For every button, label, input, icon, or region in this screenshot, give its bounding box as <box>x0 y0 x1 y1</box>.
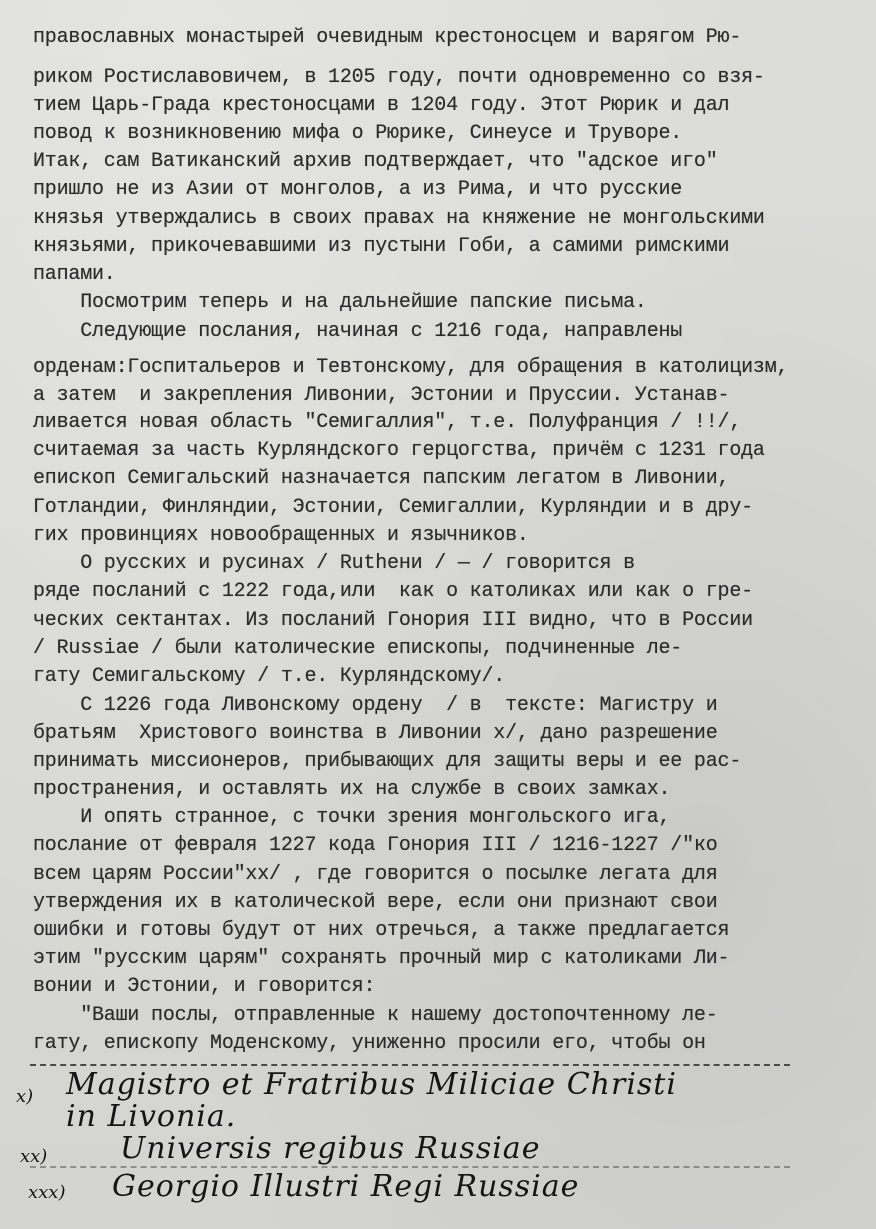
footnote-1-continuation: in Livonia. <box>66 1099 237 1134</box>
footnote-3: Georgio Illustri Regi Russiae <box>112 1169 580 1204</box>
text-line-36: гату, епископу Моденскому, униженно просили его, чтобы он <box>33 1032 706 1055</box>
footnote-mark-2: xx) <box>20 1146 48 1167</box>
text-line-31: утверждения их в католической вере, если они признают свои <box>33 891 718 914</box>
text-line-20: ряде посланий с 1222 года,или как о католиках или как о гре- <box>33 580 753 603</box>
text-line-32: ошибки и готовы будут от них отречься, а также предлагается <box>33 919 730 942</box>
text-line-4: повод к возникновению мифа о Рюрике, Синеусе и Труворе. <box>33 122 683 145</box>
text-line-9: папами. <box>33 263 116 286</box>
text-line-8: князьями, прикочевавшими из пустыни Гоби, а самими римскими <box>33 235 730 258</box>
text-line-3: тием Царь-Града крестоносцами в 1204 году. Этот Рюрик и дал <box>33 94 730 117</box>
text-line-14: ливается новая область "Семигаллия", т.е. Полуфранция / !!/, <box>33 411 742 434</box>
text-line-13: а затем и закрепления Ливонии, Эстонии и Пруссии. Устанав- <box>33 384 730 407</box>
footnote-1: Magistro et Fratribus Miliciae Christi <box>66 1067 677 1102</box>
footnote-separator-2 <box>30 1166 790 1168</box>
text-line-22: / Russiae / были католические епископы, подчиненные ле- <box>33 637 683 660</box>
text-line-21: ческих сектантах. Из посланий Гонория III видно, что в России <box>33 609 753 632</box>
text-line-15: считаемая за часть Курляндского герцогства, причём с 1231 года <box>33 439 765 462</box>
text-line-18: гих провинциях новообращенных и язычников. <box>33 524 529 547</box>
text-line-11: Следующие послания, начиная с 1216 года, направлены <box>33 320 683 343</box>
text-line-10: Посмотрим теперь и на дальнейшие папские письма. <box>33 291 647 314</box>
text-line-6: пришло не из Азии от монголов, а из Рима, и что русские <box>33 178 683 201</box>
text-line-16: епископ Семигальский назначается папским легатом в Ливонии, <box>33 467 730 490</box>
text-line-7: князья утверждались в своих правах на княжение не монгольскими <box>33 207 765 230</box>
text-line-12: орденам:Госпитальеров и Тевтонскому, для обращения в католицизм, <box>33 356 789 379</box>
text-line-24: С 1226 года Ливонскому ордену / в тексте: Магистру и <box>33 694 718 717</box>
text-line-30: всем царям России"xx/ , где говорится о посылке легата для <box>33 863 718 886</box>
text-line-17: Готландии, Финляндии, Эстонии, Семигаллии, Курляндии и в дру- <box>33 496 753 519</box>
text-line-25: братьям Христового воинства в Ливонии x/, дано разрешение <box>33 722 718 745</box>
text-line-35: "Ваши послы, отправленные к нашему достопочтенному ле- <box>33 1004 718 1027</box>
text-line-19: О русских и русинах / Ruthени / — / говорится в <box>33 552 635 575</box>
text-line-26: принимать миссионеров, прибывающих для защиты веры и ее рас- <box>33 750 742 773</box>
text-line-27: пространения, и оставлять их на службе в своих замках. <box>33 778 671 801</box>
text-line-2: риком Ростиславовичем, в 1205 году, почти одновременно со взя- <box>33 66 765 89</box>
footnote-mark-1: x) <box>16 1086 34 1107</box>
footnote-2: Universis regibus Russiae <box>120 1131 541 1166</box>
footnote-mark-3: xxx) <box>28 1182 66 1203</box>
text-line-29: послание от февраля 1227 кода Гонория III / 1216-1227 /"ко <box>33 834 718 857</box>
text-line-1: православных монастырей очевидным крестоносцем и варягом Рю- <box>33 26 742 49</box>
text-line-33: этим "русским царям" сохранять прочный мир с католиками Ли- <box>33 947 730 970</box>
footnote-separator <box>30 1064 790 1066</box>
text-line-23: гату Семигальскому / т.е. Курляндскому/. <box>33 665 506 688</box>
text-line-34: вонии и Эстонии, и говорится: <box>33 975 376 998</box>
text-line-5: Итак, сам Ватиканский архив подтверждает, что "адское иго" <box>33 150 718 173</box>
text-line-28: И опять странное, с точки зрения монгольского ига, <box>33 806 671 829</box>
